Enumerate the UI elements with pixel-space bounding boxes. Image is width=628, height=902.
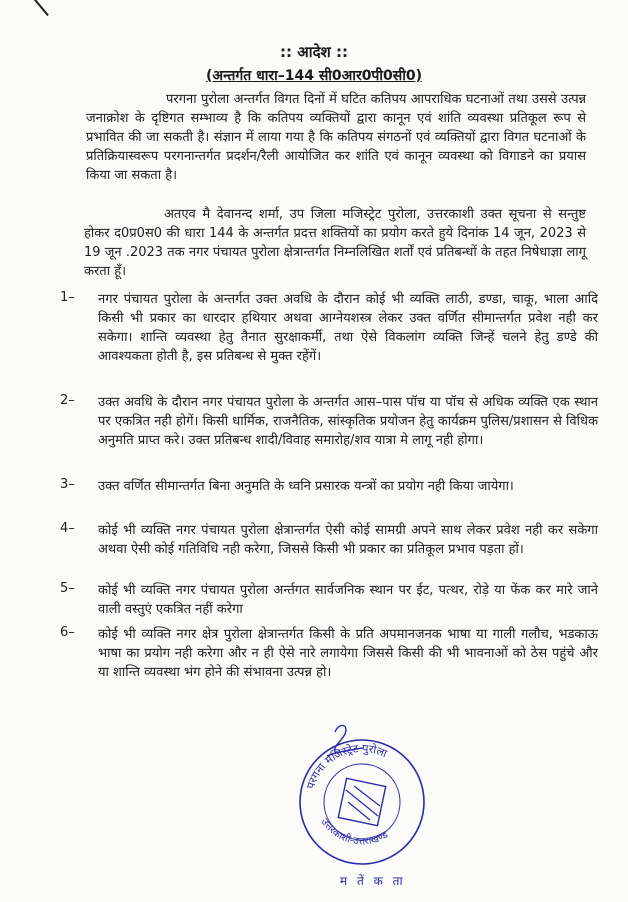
order-subtitle: (अन्तर्गत धारा–144 सी0आर0पी0सी0) (206, 68, 422, 84)
corner-pen-mark (33, 0, 49, 16)
seal-text-top: परगना मजिस्ट्रेट पुरोला (303, 741, 389, 791)
condition-number: 4– (60, 521, 75, 536)
seal-text-bottom: उत्तरकाशी-उत्तराखण्ड (318, 816, 391, 848)
official-seal (292, 730, 432, 870)
condition-text: कोई भी व्यक्ति नगर पंचायत पुरोला अर्न्तगत सार्वजनिक स्थान पर ईट, पत्थर, रोड़े या फेंक कर मारे जाने वाली वस्तुएं एकत्रित नहीं करेगा (98, 583, 598, 617)
seal-emblem-icon (338, 778, 385, 825)
condition-text: उक्त वर्णित सीमान्तर्गत बिना अनुमति के ध्वनि प्रसारक यन्त्रों का प्रयोग नही किया जायेगा। (98, 479, 514, 494)
order-title: :: आदेश :: (280, 43, 348, 61)
paragraph-order-declaration: अतएव मै देवानन्द शर्मा, उप जिला मजिस्ट्रेट पुरोला, उत्तरकाशी उक्त सूचना से सन्तुष्ट होकर द0प्र0स0 की धारा 144 के अन्तर्गत प्रदत्त शक्तियों का प्रयोग करते हुये दिनांक 14 जून, 2023 से 19 जून .2023 तक नगर पंचायत पुरोला क्षेत्रान्तर्गत निम्नलिखित शर्तों एवं प्रतिबन्धों के तहत निषेधाज्ञा लागू करता हूँ। (84, 207, 586, 279)
condition-text: नगर पंचायत पुरोला के अन्तर्गत उक्त अवधि के दौरान कोई भी व्यक्ति लाठी, डण्डा, चाकू, भाला आदि किसी भी प्रकार का धारदार हथियार अथवा आग्नेयशस्त्र लेकर उक्त वर्णित सीमान्तर्गत प्रवेश नही कर सकेगा। शान्ति व्यवस्था हेतु तैनात सुरक्षाकर्मी, तथा ऐसे विकलांग व्यक्ति जिन्हें चलने हेतु डण्डे की आवश्यकता होती है, इस प्रतिबन्ध से मुक्त रहेंगें। (98, 292, 598, 364)
svg-text:परगना मजिस्ट्रेट पुरोला (304, 742, 389, 791)
condition-number: 6– (60, 625, 75, 640)
bottom-handwriting: म तें क ता (340, 874, 406, 888)
condition-text: उक्त अवधि के दौरान नगर पंचायत पुरोला के अन्तर्गत आस–पास पॉच या पॉच से अधिक व्यक्ति एक स्थान पर एकत्रित नही होगें। किसी धार्मिक, राजनैतिक, सांस्कृतिक प्रयोजन हेतु कार्यक्रम पुलिस/प्रशासन से विधिक अनुमति प्राप्त करे। उक्त प्रतिबन्ध शादी/विवाह समारोह/शव यात्रा मे लागू नही होगा। (98, 395, 598, 448)
condition-text: कोई भी व्यक्ति नगर क्षेत्र पुरोला क्षेत्रान्तर्गत किसी के प्रति अपमानजनक भाषा या गाली गलौच, भडकाऊ भाषा का प्रयोग नही करेगा और न ही ऐसे नारे लगायेगा जिससे किसी की भी भावनाओं को ठेस पहुंचे और या शान्ति व्यवस्था भंग होने की संभावना उत्पन्न हो। (98, 627, 598, 680)
condition-number: 1– (60, 290, 75, 305)
condition-number: 2– (60, 393, 75, 408)
condition-text: कोई भी व्यक्ति नगर पंचायत पुरोला क्षेत्रान्तर्गत ऐसी कोई सामग्री अपने साथ लेकर प्रवेश नही कर सकेगा अथवा ऐसी कोई गतिविधि नही करेगा, जिससे किसी भी प्रकार का प्रतिकूल प्रभाव पड़ता हों। (98, 523, 598, 557)
condition-number: 3– (60, 477, 75, 492)
paragraph-background: परगना पुरोला अन्तर्गत विगत दिनों में घटित कतिपय आपराधिक घटनाओं तथा उससे उत्पन्न जनाक्रोश के दृष्टिगत सम्भाव्य है कि कतिपय व्यक्तियों द्वारा कानून एवं शांति व्यवस्था प्रतिकूल रूप से प्रभावित की जा सकती है। संज्ञान में लाया गया है कि कतिपय संगठनों एवं व्यक्तियों द्वारा विगत घटनाओं के प्रतिक्रियास्वरूप परगनान्तर्गत प्रदर्शन/रैली आयोजित कर शांति एवं कानून व्यवस्था को विगाडने का प्रयास किया जा सकता है। (86, 92, 586, 183)
condition-number: 5– (60, 581, 75, 596)
